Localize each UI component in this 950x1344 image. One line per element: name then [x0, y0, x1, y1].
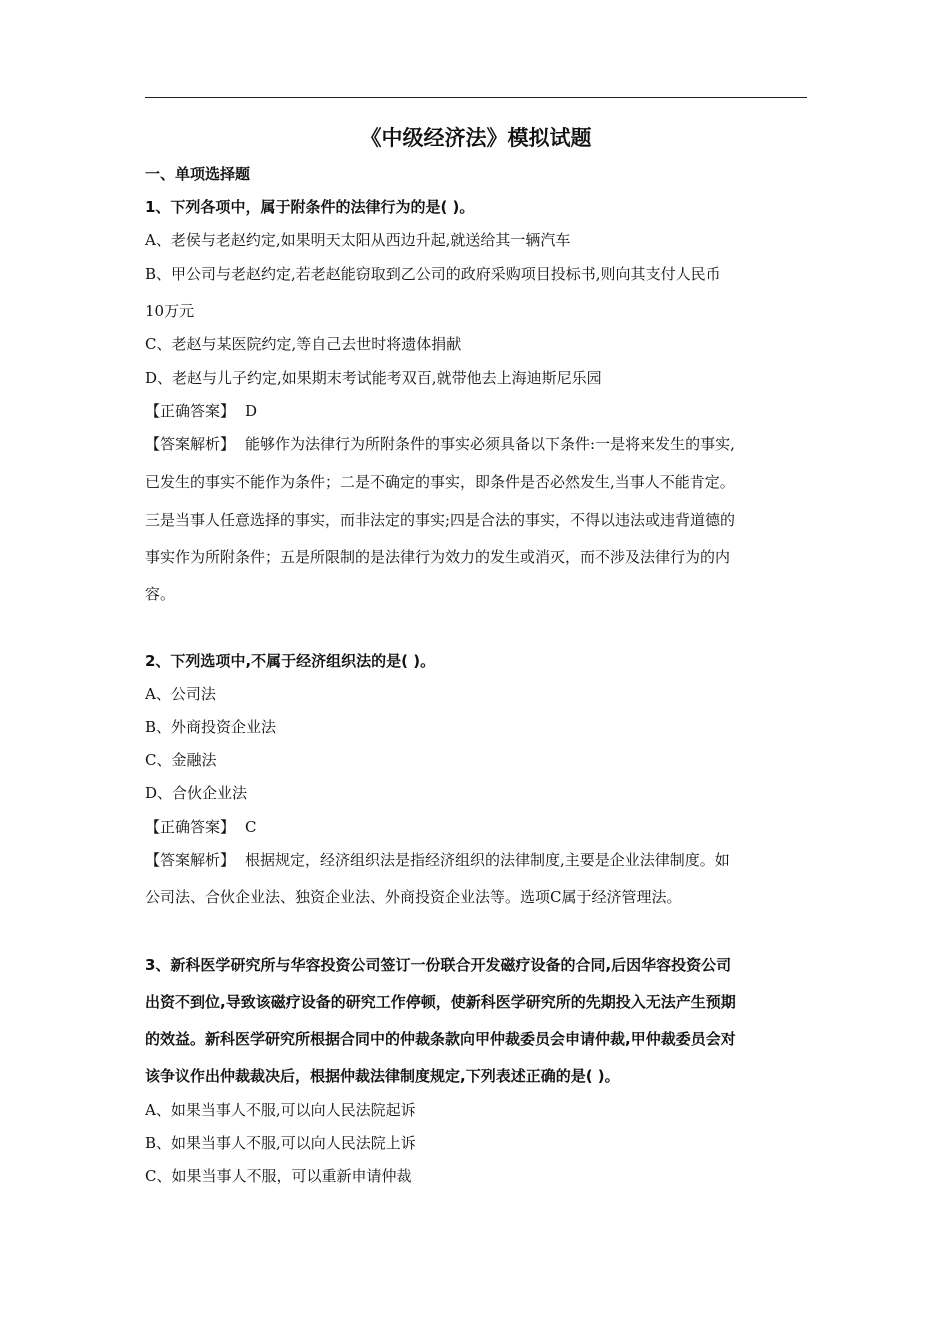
- q1-analysis-line: 【答案解析】 能够作为法律行为所附条件的事实必须具备以下条件:一是将来发生的事实,: [145, 435, 735, 453]
- page-title: 《中级经济法》模拟试题: [360, 126, 592, 150]
- q3-option-b: B、如果当事人不服,可以向人民法院上诉: [145, 1134, 416, 1152]
- answer-label: 【正确答案】: [145, 818, 236, 836]
- q3-option-a: A、如果当事人不服,可以向人民法院起诉: [145, 1101, 416, 1119]
- q1-analysis-line: 三是当事人任意选择的事实，而非法定的事实;四是合法的事实，不得以违法或违背道德的: [145, 511, 736, 529]
- q1-answer: [145, 401, 807, 421]
- q1-option-b-cont: 10万元: [145, 302, 195, 320]
- q2-option-c: C、金融法: [145, 751, 217, 769]
- q1-option-b: B、甲公司与老赵约定,若老赵能窃取到乙公司的政府采购项目投标书,则向其支付人民币: [145, 265, 721, 283]
- q2-option-b: B、外商投资企业法: [145, 718, 277, 736]
- q3-stem-line: 出资不到位,导致该磁疗设备的研究工作停顿，使新科医学研究所的先期投入无法产生预期: [145, 993, 736, 1011]
- q2-option-a: A、公司法: [145, 685, 216, 703]
- q1-stem: 1、下列各项中，属于附条件的法律行为的是( )。: [145, 198, 475, 216]
- analysis-label: 【答案解析】: [145, 435, 236, 453]
- q1-analysis-line: 容。: [145, 585, 176, 603]
- q3-option-c: C、如果当事人不服，可以重新申请仲裁: [145, 1167, 412, 1185]
- q1-analysis-line: 已发生的事实不能作为条件；二是不确定的事实，即条件是否必然发生,当事人不能肯定。: [145, 473, 735, 491]
- q3-stem-line: 该争议作出仲裁裁决后，根据仲裁法律制度规定,下列表述正确的是( )。: [145, 1067, 620, 1085]
- analysis-label: 【答案解析】: [145, 851, 236, 869]
- q1-option-c: C、老赵与某医院约定,等自己去世时将遗体捐献: [145, 335, 462, 353]
- q1-analysis-line: 事实作为所附条件；五是所限制的是法律行为效力的发生或消灭，而不涉及法律行为的内: [145, 548, 731, 566]
- q3-stem-line: 3、新科医学研究所与华容投资公司签订一份联合开发磁疗设备的合同,后因华容投资公司: [145, 956, 732, 974]
- q2-option-d: D、合伙企业法: [145, 784, 248, 802]
- q2-analysis-line: 公司法、合伙企业法、独资企业法、外商投资企业法等。选项C属于经济管理法。: [145, 888, 682, 906]
- q2-stem: 2、下列选项中,不属于经济组织法的是( )。: [145, 652, 436, 670]
- q1-option-a: A、老侯与老赵约定,如果明天太阳从西边升起,就送给其一辆汽车: [145, 231, 571, 249]
- q2-answer: [145, 817, 807, 837]
- answer-value: C: [245, 818, 257, 836]
- answer-value: D: [245, 402, 258, 420]
- header-rule: [145, 97, 807, 98]
- q1-option-d: D、老赵与儿子约定,如果期末考试能考双百,就带他去上海迪斯尼乐园: [145, 369, 602, 387]
- q2-analysis-line: 【答案解析】 根据规定，经济组织法是指经济组织的法律制度,主要是企业法律制度。如: [145, 851, 730, 869]
- answer-label: 【正确答案】: [145, 402, 236, 420]
- q3-stem-line: 的效益。新科医学研究所根据合同中的仲裁条款向甲仲裁委员会申请仲裁,甲仲裁委员会对: [145, 1030, 736, 1048]
- section-heading: 一、单项选择题: [145, 165, 251, 183]
